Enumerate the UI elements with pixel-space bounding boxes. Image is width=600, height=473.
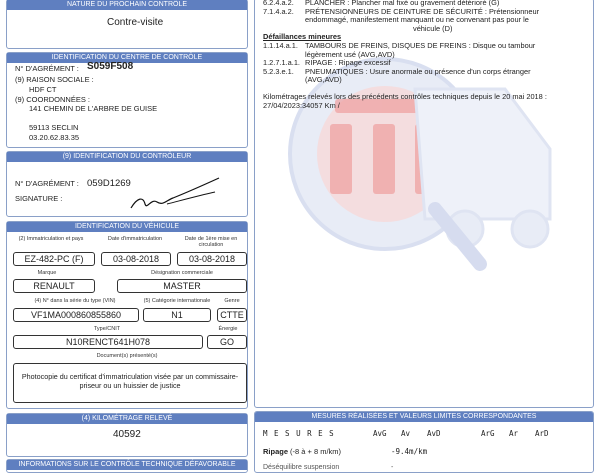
col-av: Av	[401, 429, 411, 438]
date-first-label: Date de 1ère mise en circulation	[184, 236, 238, 248]
measures-col-label: M E S U R E S	[263, 429, 335, 438]
type-label: Type/CNIT	[93, 326, 121, 332]
signature-label: SIGNATURE :	[15, 194, 63, 203]
minor-title: Défaillances mineures	[263, 32, 342, 42]
marque-value: RENAULT	[13, 279, 95, 293]
centre-address: 141 CHEMIN DE L'ARBRE DE GUISE	[29, 104, 158, 113]
centre-header: IDENTIFICATION DU CENTRE DE CONTRÔLE	[7, 53, 247, 63]
vin-value: VF1MA000860855860	[13, 308, 139, 322]
minor-text: RIPAGE : Ripage excessif	[305, 58, 391, 68]
centre-agrement-value: S059F508	[87, 61, 134, 72]
energie-label: Énergie	[218, 326, 238, 332]
minor-code: 1.2.7.1.a.1.	[263, 58, 300, 68]
defavorable-panel	[6, 459, 248, 473]
results-panel	[254, 0, 594, 408]
next-control-panel	[6, 0, 248, 49]
col-avg: AvG	[373, 429, 387, 438]
centre-phone: 03.20.62.83.35	[29, 133, 80, 142]
immat-value: EZ-482-PC (F)	[13, 252, 95, 266]
minor-cont: (AVG,AVD)	[305, 75, 342, 85]
km-header: (4) KILOMÉTRAGE RELEVÉ	[7, 414, 247, 424]
centre-city: 59113 SECLIN	[29, 123, 79, 132]
coordonnees-label: (9) COORDONNÉES :	[15, 95, 91, 104]
col-ard: ArD	[535, 429, 549, 438]
type-value: N10RENCT641H078	[13, 335, 203, 349]
docs-box	[13, 363, 247, 403]
genre-value: CTTE	[217, 308, 247, 322]
controleur-agrement-label: N° D'AGRÉMENT :	[15, 179, 79, 188]
next-measure-label: Déséquilibre suspension	[263, 464, 340, 471]
km-value: 40592	[113, 429, 141, 440]
immat-label: (2) Immatriculation et pays	[18, 236, 84, 242]
designation-value: MASTER	[117, 279, 247, 293]
designation-label: Désignation commerciale	[151, 270, 213, 276]
vehicule-header: IDENTIFICATION DU VÉHICULE	[7, 222, 247, 232]
docs-value: Photocopie du certificat d'immatriculation visée par un commissaire-priseur ou un huissier de justice	[21, 372, 239, 390]
minor-cont: légèrement usé (AVG,AVD)	[305, 49, 395, 59]
defect-cont: véhicule (D)	[413, 23, 453, 33]
col-ar: Ar	[509, 429, 519, 438]
genre-label: Genre	[224, 298, 240, 304]
date-immat-label: Date d'immatriculation	[107, 236, 163, 242]
next-measure-value: -	[391, 464, 394, 471]
next-control-value: Contre-visite	[107, 17, 164, 28]
ripage-value: -9.4m/km	[391, 447, 428, 456]
energie-value: GO	[207, 335, 247, 349]
next-control-header: NATURE DU PROCHAIN CONTRÔLE	[7, 0, 247, 10]
vin-label: (4) N° dans la série du type (VIN)	[34, 298, 116, 304]
minor-code: 5.2.3.e.1.	[263, 66, 294, 76]
km-history: Kilométrages relevés lors des précédents contrôles techniques depuis le 20 mai 2018 :	[263, 91, 547, 101]
date-immat-value: 03-08-2018	[101, 252, 171, 266]
controleur-agrement-value: 059D1269	[87, 178, 131, 189]
controleur-panel	[6, 151, 248, 217]
defect-cont: endommagé, manifestement manquant ou ne convenant pas pour le	[305, 15, 529, 25]
signature-scribble-icon	[127, 174, 247, 214]
col-arg: ArG	[481, 429, 495, 438]
measures-header: MESURES RÉALISÉES ET VALEURS LIMITES CORRESPONDANTES	[255, 412, 593, 422]
ripage-label: Ripage	[263, 447, 289, 456]
controleur-header: (9) IDENTIFICATION DU CONTRÔLEUR	[7, 152, 247, 162]
vehicule-panel	[6, 221, 248, 409]
km-history-values: 27/04/2023:34057 Km /	[263, 100, 340, 110]
docs-label: Document(s) présenté(s)	[96, 353, 158, 359]
defect-text: PRÉTENSIONNEURS DE CEINTURE DE SÉCURITÉ : Prétensionneur	[305, 6, 540, 16]
marque-label: Marque	[37, 270, 57, 276]
centre-panel	[6, 52, 248, 148]
minor-text: TAMBOURS DE FREINS, DISQUES DE FREINS : Disque ou tambour	[305, 40, 536, 50]
categorie-label: (5) Catégorie internationale	[143, 298, 211, 304]
col-avd: AvD	[427, 429, 441, 438]
date-first-value: 03-08-2018	[177, 252, 247, 266]
minor-text: PNEUMATIQUES : Usure anormale ou présence d'un corps étranger	[305, 66, 531, 76]
defect-code: 6.2.4.a.2.	[263, 0, 294, 7]
minor-code: 1.1.14.a.1.	[263, 40, 298, 50]
categorie-value: N1	[143, 308, 211, 322]
defect-text: PLANCHER : Plancher mal fixé ou gravement détérioré (G)	[305, 0, 500, 7]
ripage-range: (-8 à + 8 m/km)	[290, 447, 342, 456]
km-panel	[6, 413, 248, 457]
defect-code: 7.1.4.a.2.	[263, 6, 294, 16]
centre-agrement-label: N° D'AGRÉMENT :	[15, 64, 79, 73]
measures-panel	[254, 411, 594, 473]
defect-list	[263, 0, 593, 110]
raison-sociale-label: (9) RAISON SOCIALE :	[15, 75, 94, 84]
defavorable-header: INFORMATIONS SUR LE CONTRÔLE TECHNIQUE DÉFAVORABLE	[7, 460, 247, 470]
raison-sociale-value: HDF CT	[29, 85, 57, 94]
